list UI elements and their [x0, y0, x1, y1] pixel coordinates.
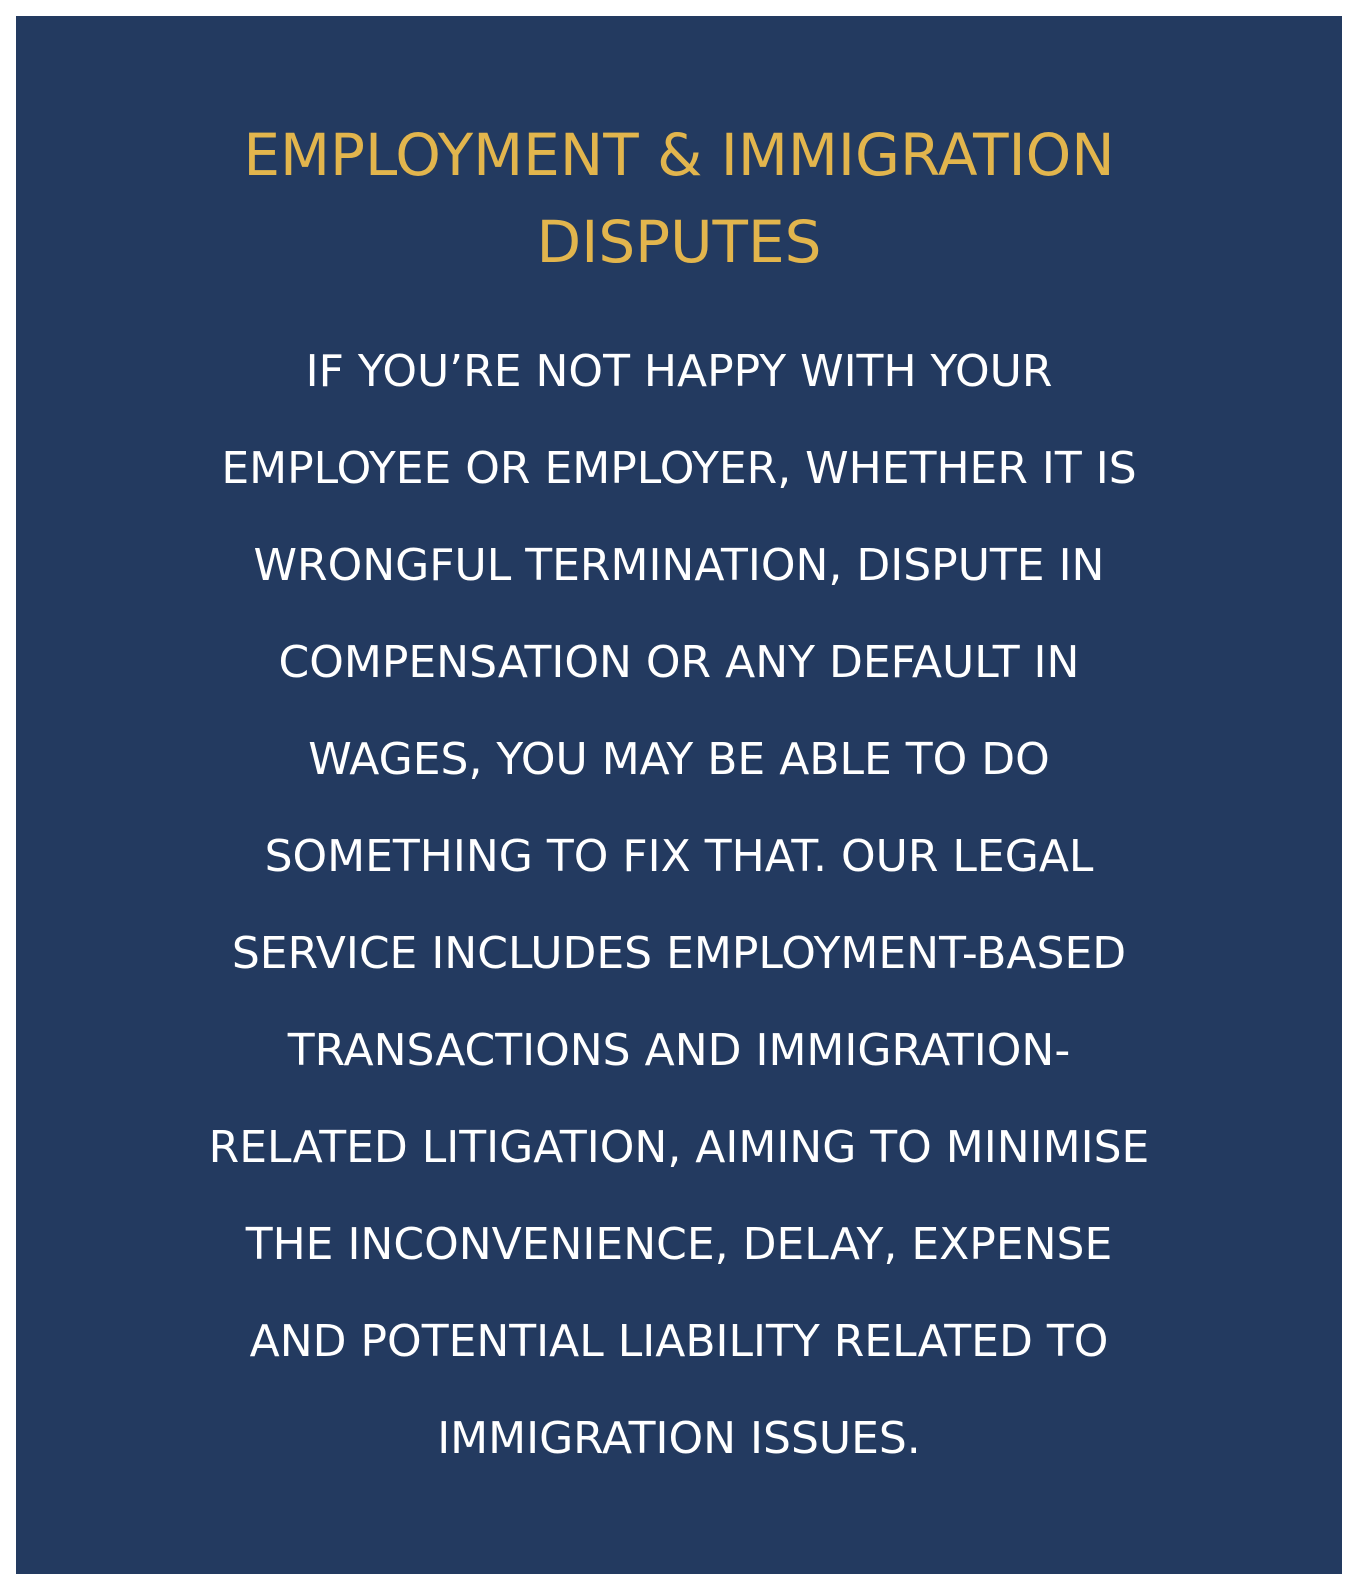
card-description-line: RELATED LITIGATION, AIMING TO MINIMISE	[208, 1122, 1150, 1173]
card-description-line: SOMETHING TO FIX THAT. OUR LEGAL	[264, 831, 1094, 882]
card-description-line: WAGES, YOU MAY BE ABLE TO DO	[308, 734, 1050, 785]
card-description-line: AND POTENTIAL LIABILITY RELATED TO	[249, 1316, 1109, 1367]
card-description-line: COMPENSATION OR ANY DEFAULT IN	[278, 637, 1080, 688]
card-description-line: IF YOU’RE NOT HAPPY WITH YOUR	[305, 346, 1053, 397]
card-description-line: IMMIGRATION ISSUES.	[437, 1413, 921, 1464]
card-description-line: WRONGFUL TERMINATION, DISPUTE IN	[253, 540, 1105, 591]
card-description-line: SERVICE INCLUDES EMPLOYMENT-BASED	[231, 928, 1127, 979]
card-description-line: THE INCONVENIENCE, DELAY, EXPENSE	[245, 1219, 1113, 1270]
service-card	[16, 16, 1342, 1574]
card-title-line: EMPLOYMENT & IMMIGRATION	[243, 121, 1115, 189]
card-description-line: EMPLOYEE OR EMPLOYER, WHETHER IT IS	[221, 443, 1137, 494]
card-title	[116, 112, 1242, 286]
card-description	[116, 323, 1242, 1487]
card-title-line: DISPUTES	[536, 208, 822, 276]
card-description-line: TRANSACTIONS AND IMMIGRATION-	[287, 1025, 1071, 1076]
